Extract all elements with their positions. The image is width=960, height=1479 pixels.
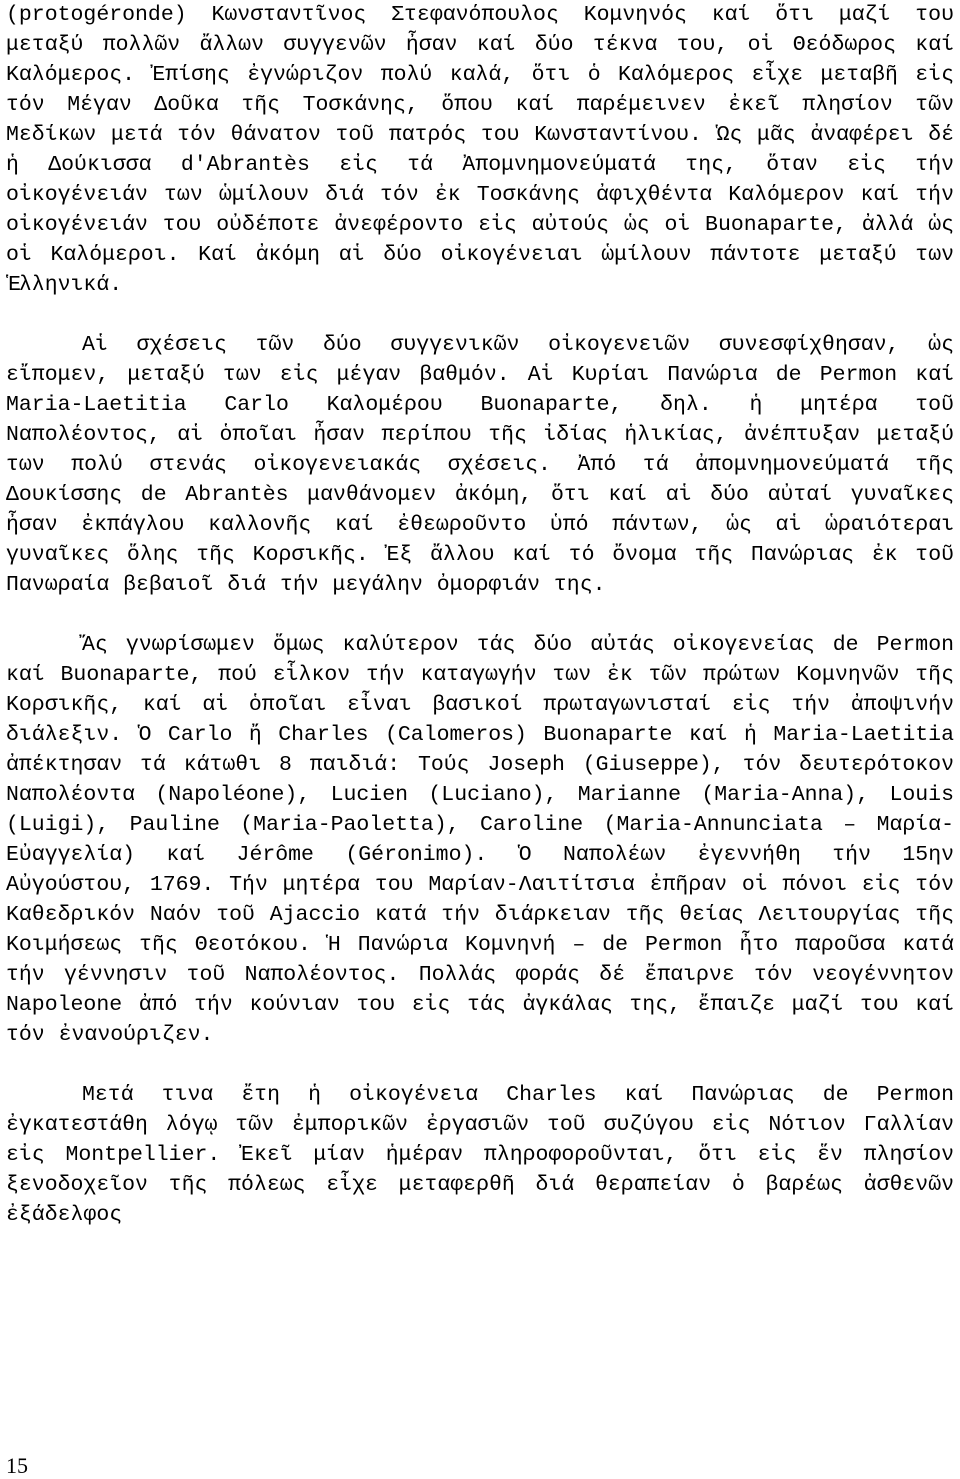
paragraph-4: Μετά τινα ἔτη ἡ οἰκογένεια Charles καί Πανώριας de Permon ἐγκατεστάθη λόγῳ τῶν ἐμπορικῶν ἐργασιῶν τοῦ συζύγου εἰς Νότιον Γαλλίαν εἰς Montpellier. Ἐκεῖ μίαν ἡμέραν πληροφοροῦνται, ὅτι εἰς ἕν πλησίον ξενοδοχεῖον τῆς πόλεως εἶχε μεταφερθῆ διά θεραπείαν ὁ βαρέως ἀσθενῶν ἐξάδελφος: [6, 1083, 954, 1227]
paragraph-gap: [6, 300, 954, 330]
document-page: [6, 0, 954, 1230]
paragraph-gap: [6, 600, 954, 630]
paragraph-1: (protogéronde) Κωνσταντῖνος Στεφανόπουλος Κομνηνός καί ὅτι μαζί του μεταξύ πολλῶν ἄλλων συγγενῶν ἦσαν καί δύο τέκνα του, οἱ Θεόδωρος καί Καλόμερος. Ἐπίσης ἐγνώριζον πολύ καλά, ὅτι ὁ Καλόμερος εἶχε μεταβῆ εἰς τόν Μέγαν Δοῦκα τῆς Τοσκάνης, ὅπου καί παρέμεινεν ἐκεῖ πλησίον τῶν Μεδίκων μετά τόν θάνατον τοῦ πατρός του Κωνσταντίνου. Ὡς μᾶς ἀναφέρει δέ ἡ Δούκισσα d'Abrantès εἰς τά Ἀπομνημονεύματά της, ὅταν εἰς τήν οἰκογένειάν των ὡμίλουν διά τόν ἐκ Τοσκάνης ἀφιχθέντα Καλόμερον καί τήν οἰκογένειάν του οὐδέποτε ἀνεφέροντο εἰς αὐτούς ὡς οἱ Buonaparte, ἀλλά ὡς οἱ Καλόμεροι. Καί ἀκόμη αἱ δύο οἰκογένειαι ὡμίλουν πάντοτε μεταξύ των Ἑλληνικά.: [6, 3, 954, 297]
paragraph-gap: [6, 1050, 954, 1080]
paragraph-3: Ἄς γνωρίσωμεν ὅμως καλύτερον τάς δύο αὐτάς οἰκογενείας de Permon καί Buonaparte, πού εἷλκον τήν καταγωγήν των ἐκ τῶν πρώτων Κομνηνῶν τῆς Κορσικῆς, καί αἱ ὁποῖαι εἶναι βασικοί πρωταγωνισταί εἰς τήν ἀποψινήν διάλεξιν. Ὁ Carlo ἤ Charles (Calomeros) Buonaparte καί ἡ Maria-Laetitia ἀπέκτησαν τά κάτωθι 8 παιδιά: Τούς Joseph (Giuseppe), τόν δευτερότοκον Ναπολέοντα (Napoléone), Lucien (Luciano), Marianne (Maria-Anna), Louis (Luigi), Pauline (Maria-Paoletta), Caroline (Maria-Annunciata – Μαρία-Εὐαγγελία) καί Jérôme (Géronimo). Ὁ Ναπολέων ἐγεννήθη τήν 15ην Αὐγούστου, 1769. Τήν μητέρα του Μαρίαν-Λαιτίτσια ἐπῆραν οἱ πόνοι εἰς τόν Καθεδρικόν Ναόν τοῦ Ajaccio κατά τήν διάρκειαν τῆς θείας Λειτουργίας τῆς Κοιμήσεως τῆς Θεοτόκου. Ἡ Πανώρια Κομνηνή – de Permon ἦτο παροῦσα κατά τήν γέννησιν τοῦ Ναπολέοντος. Πολλάς φοράς δέ ἔπαιρνε τόν νεογέννητον Napoleone ἀπό τήν κούνιαν του εἰς τάς ἀγκάλας της, ἔπαιζε μαζί του καί τόν ἐνανούριζεν.: [6, 633, 954, 1047]
paragraph-2: Αἱ σχέσεις τῶν δύο συγγενικῶν οἰκογενειῶν συνεσφίχθησαν, ὡς εἴπομεν, μεταξύ των εἰς μέγαν βαθμόν. Αἱ Κυρίαι Πανώρια de Permon καί Maria-Laetitia Carlo Καλομέρου Buonaparte, δηλ. ἡ μητέρα τοῦ Ναπολέοντος, αἱ ὁποῖαι ἦσαν περίπου τῆς ἰδίας ἡλικίας, ἀνέπτυξαν μεταξύ των πολύ στενάς οἰκογενειακάς σχέσεις. Ἀπό τά ἀπομνημονεύματά τῆς Δουκίσσης de Abrantès μανθάνομεν ἀκόμη, ὅτι καί αἱ δύο αὐταί γυναῖκες ἦσαν ἐκπάγλου καλλονῆς καί ἐθεωροῦντο ὑπό πάντων, ὡς αἱ ὡραιότεραι γυναῖκες ὅλης τῆς Κορσικῆς. Ἐξ ἄλλου καί τό ὄνομα τῆς Πανώριας ἐκ τοῦ Πανωραία βεβαιοῖ διά τήν μεγάλην ὀμορφιάν της.: [6, 333, 954, 597]
page-number: 15: [6, 1453, 28, 1478]
